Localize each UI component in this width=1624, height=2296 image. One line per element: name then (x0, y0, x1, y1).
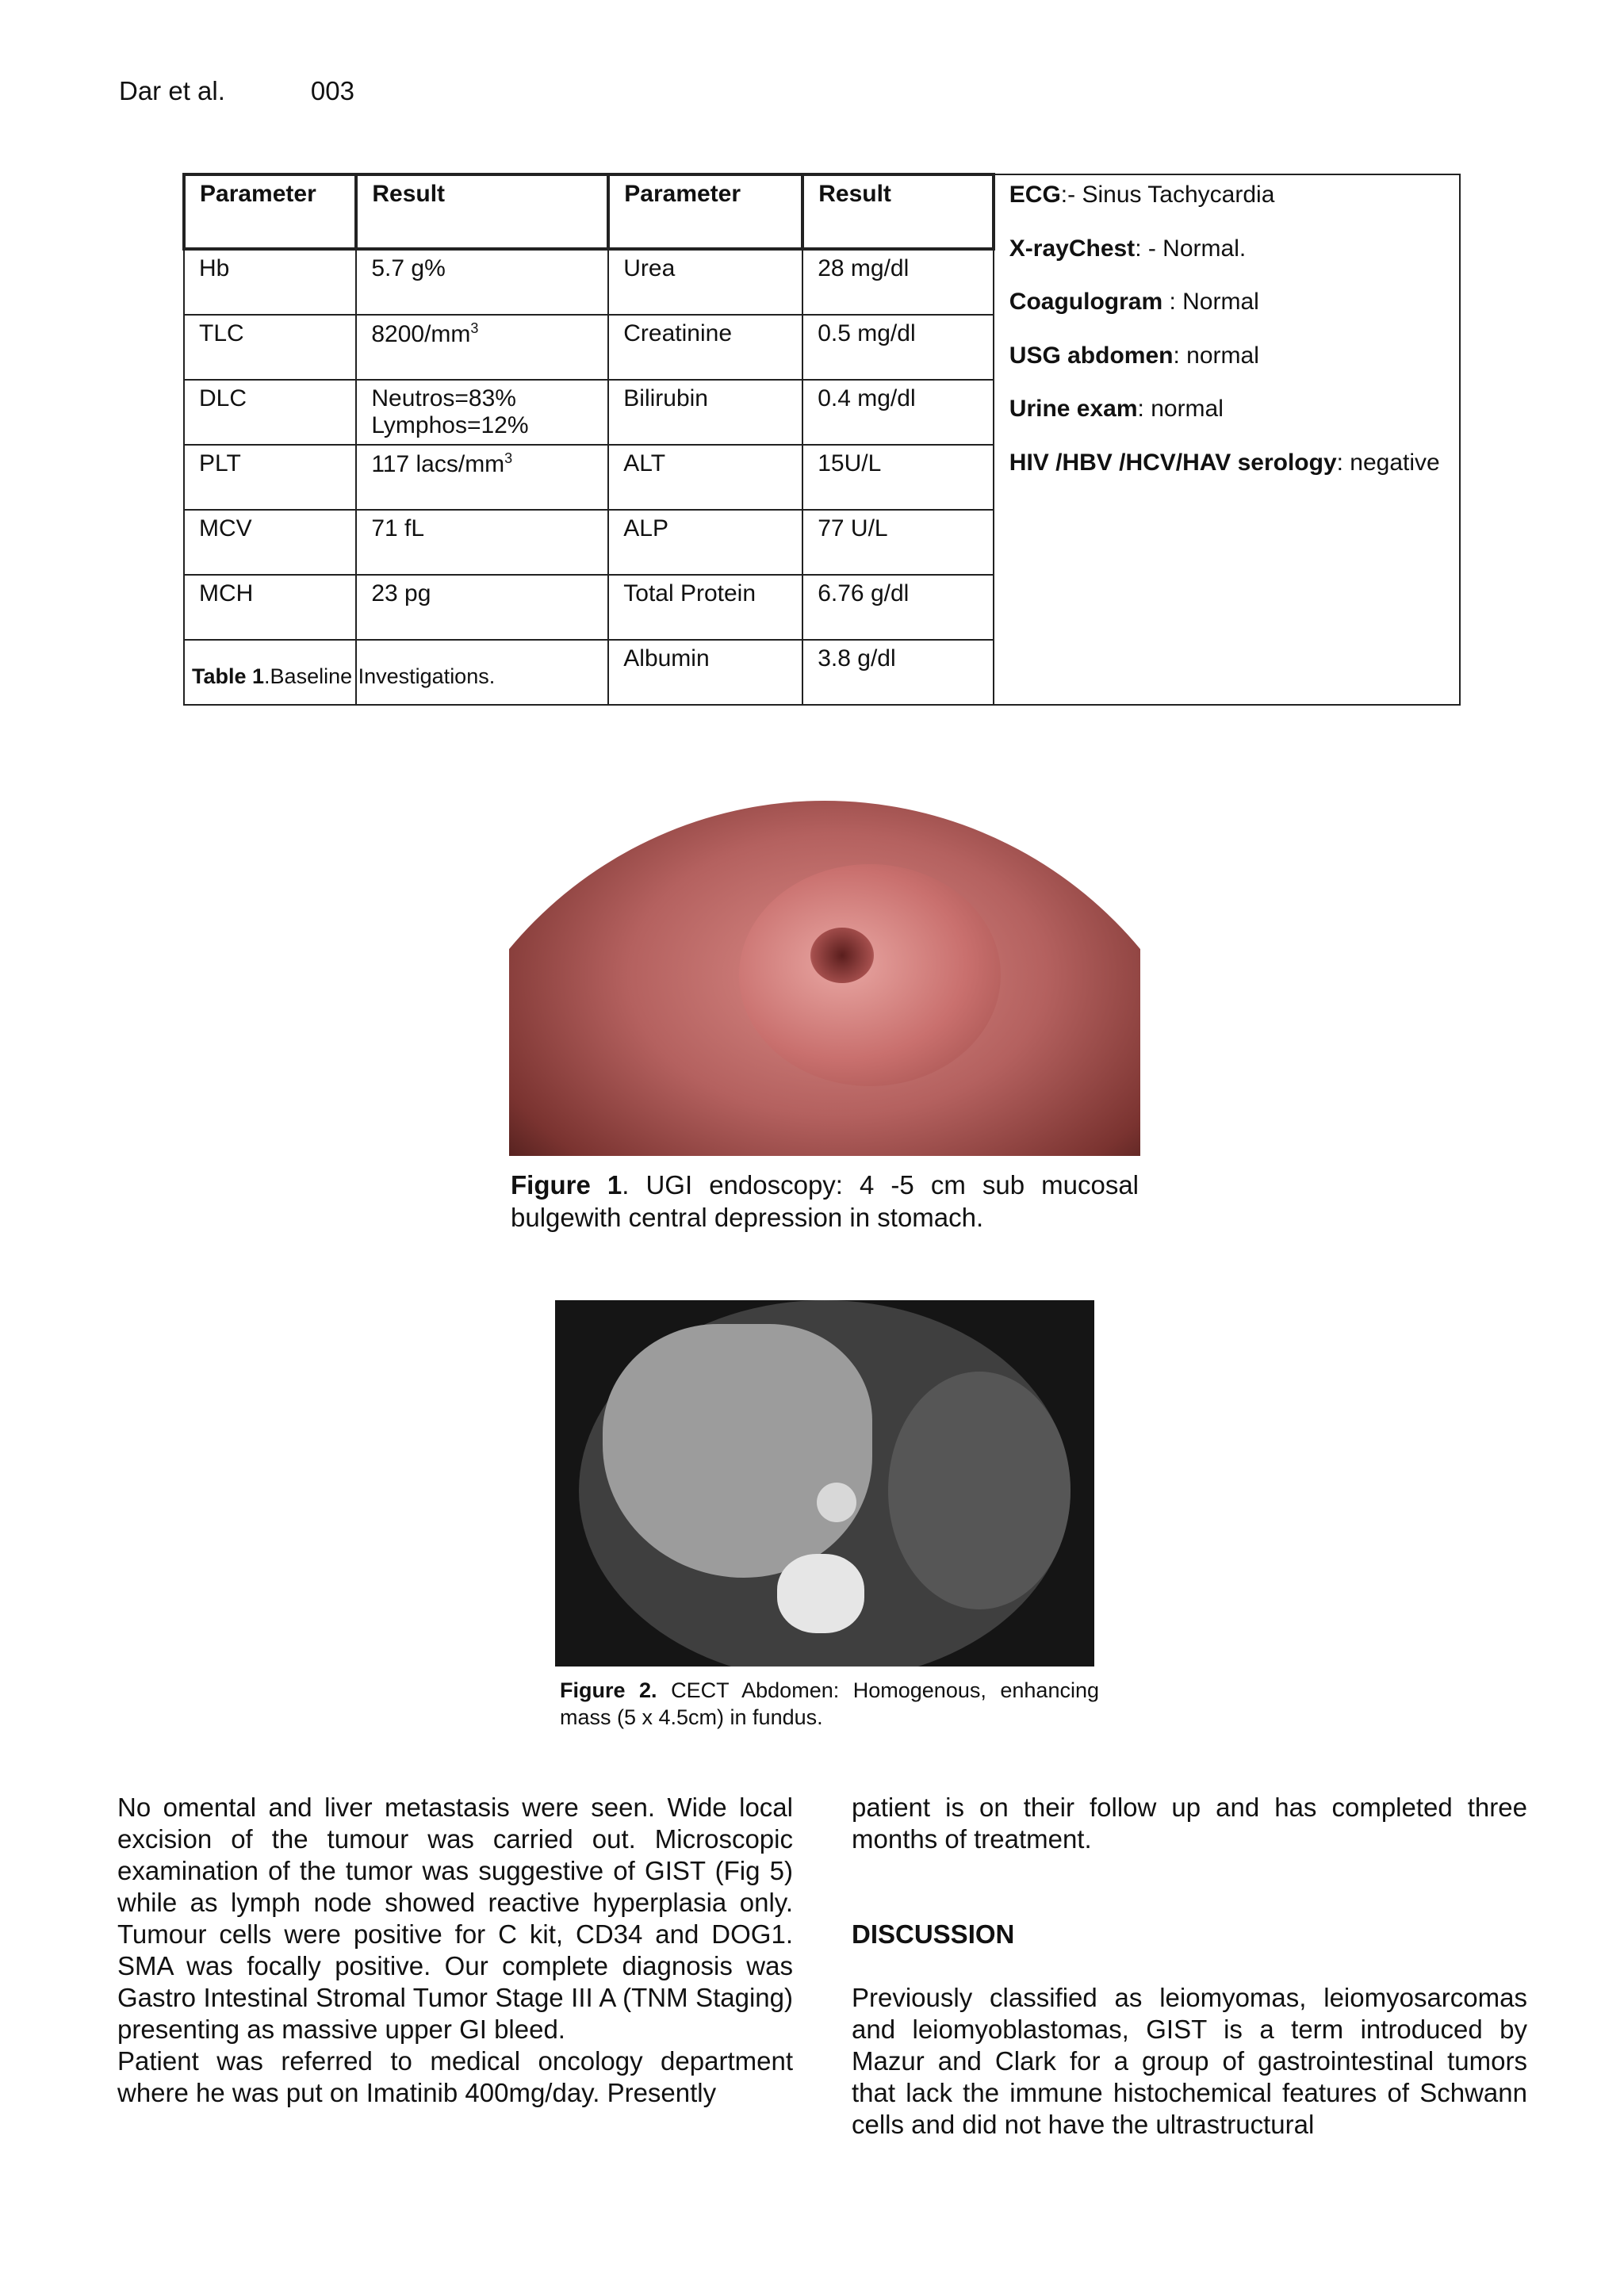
table-cell: Total Protein (608, 575, 802, 640)
other-investigations-cell (994, 174, 1460, 705)
table-header-cell: Parameter (608, 174, 802, 249)
table-cell: 0.4 mg/dl (802, 380, 994, 445)
aorta (817, 1483, 856, 1522)
section-heading: DISCUSSION (852, 1919, 1015, 1949)
table-cell: 23 pg (356, 575, 608, 640)
table-cell: 0.5 mg/dl (802, 315, 994, 380)
table-cell: 71 fL (356, 510, 608, 575)
running-header (119, 76, 354, 106)
left-column (117, 1792, 793, 2109)
table-cell: $8200/mm^3$ (356, 315, 608, 380)
table-cell: MCV (184, 510, 356, 575)
table-header-row (184, 174, 1460, 249)
table-cell: Creatinine (608, 315, 802, 380)
ct-scan-image (555, 1300, 1094, 1667)
table-cell: 6.76 g/dl (802, 575, 994, 640)
figure2-caption: Figure 2. CECT Abdomen: Homogenous, enhancing mass (5 x 4.5cm) in fundus. (560, 1678, 1099, 1729)
table-cell: DLC (184, 380, 356, 445)
body-paragraph: No omental and liver metastasis were seen. Wide local excision of the tumour was carried out. Microscopic examination of the tumor was suggestive of GIST (Fig 5) while as lymph node showed reactive hyperplasia only. Tumour cells were positive for C kit, CD34 and DOG1. SMA was focally positive. Our complete diagnosis was Gastro Intestinal Stromal Tumor Stage III A (TNM Staging) presenting as massive upper GI bleed. (117, 1793, 793, 2044)
body-paragraph: patient is on their follow up and has completed three months of treatment. (852, 1793, 1527, 1854)
side-item: USG abdomen: normal (1009, 342, 1259, 369)
table-cell: Neutros=83% Lymphos=12% (356, 380, 608, 445)
side-item: HIV /HBV /HCV/HAV serology: negative (1009, 449, 1440, 476)
table-header-cell: Parameter (184, 174, 356, 249)
vertebra (777, 1554, 864, 1633)
table-cell: 15U/L (802, 445, 994, 510)
table-header-cell: Result (356, 174, 608, 249)
body-paragraph: Patient was referred to medical oncology department where he was put on Imatinib 400mg/day. Presently (117, 2046, 793, 2107)
right-column (852, 1792, 1527, 2141)
table-cell: ALP (608, 510, 802, 575)
table-cell: 28 mg/dl (802, 249, 994, 315)
table-cell: 117 lacs/$mm^3$ (356, 445, 608, 510)
table-cell: Hb (184, 249, 356, 315)
table-cell: 3.8 g/dl (802, 640, 994, 705)
table-cell: ALT (608, 445, 802, 510)
figure1-caption: Figure 1. UGI endoscopy: 4 -5 cm sub mucosal bulgewith central depression in stomach. (511, 1170, 1139, 1233)
page-number: 003 (310, 76, 354, 105)
fundal-mass (888, 1372, 1071, 1609)
header-authors: Dar et al. (119, 76, 225, 105)
table-cell: 77 U/L (802, 510, 994, 575)
endoscopy-image (509, 753, 1140, 1156)
endoscope-vignette (509, 801, 1140, 1156)
table-cell: Urea (608, 249, 802, 315)
table-caption: Table 1.Baseline Investigations. (192, 664, 496, 688)
body-paragraph: Previously classified as leiomyomas, leiomyosarcomas and leiomyoblastomas, GIST is a term introduced by Mazur and Clark for a group of gastrointestinal tumors that lack the immune histochemical features of Schwann cells and did not have the ultrastructural (852, 1983, 1527, 2139)
side-item: Urine exam: normal (1009, 396, 1224, 422)
table-cell: MCH (184, 575, 356, 640)
side-item: ECG:- Sinus Tachycardia (1009, 182, 1275, 208)
table-header-cell: Result (802, 174, 994, 249)
baseline-investigations-table (182, 173, 1461, 706)
side-item: Coagulogram : Normal (1009, 289, 1259, 315)
table-cell: Albumin (608, 640, 802, 705)
table-cell: TLC (184, 315, 356, 380)
table-cell: PLT (184, 445, 356, 510)
table-cell: 5.7 g% (356, 249, 608, 315)
table-cell: Bilirubin (608, 380, 802, 445)
side-item: X-rayChest: - Normal. (1009, 235, 1247, 262)
